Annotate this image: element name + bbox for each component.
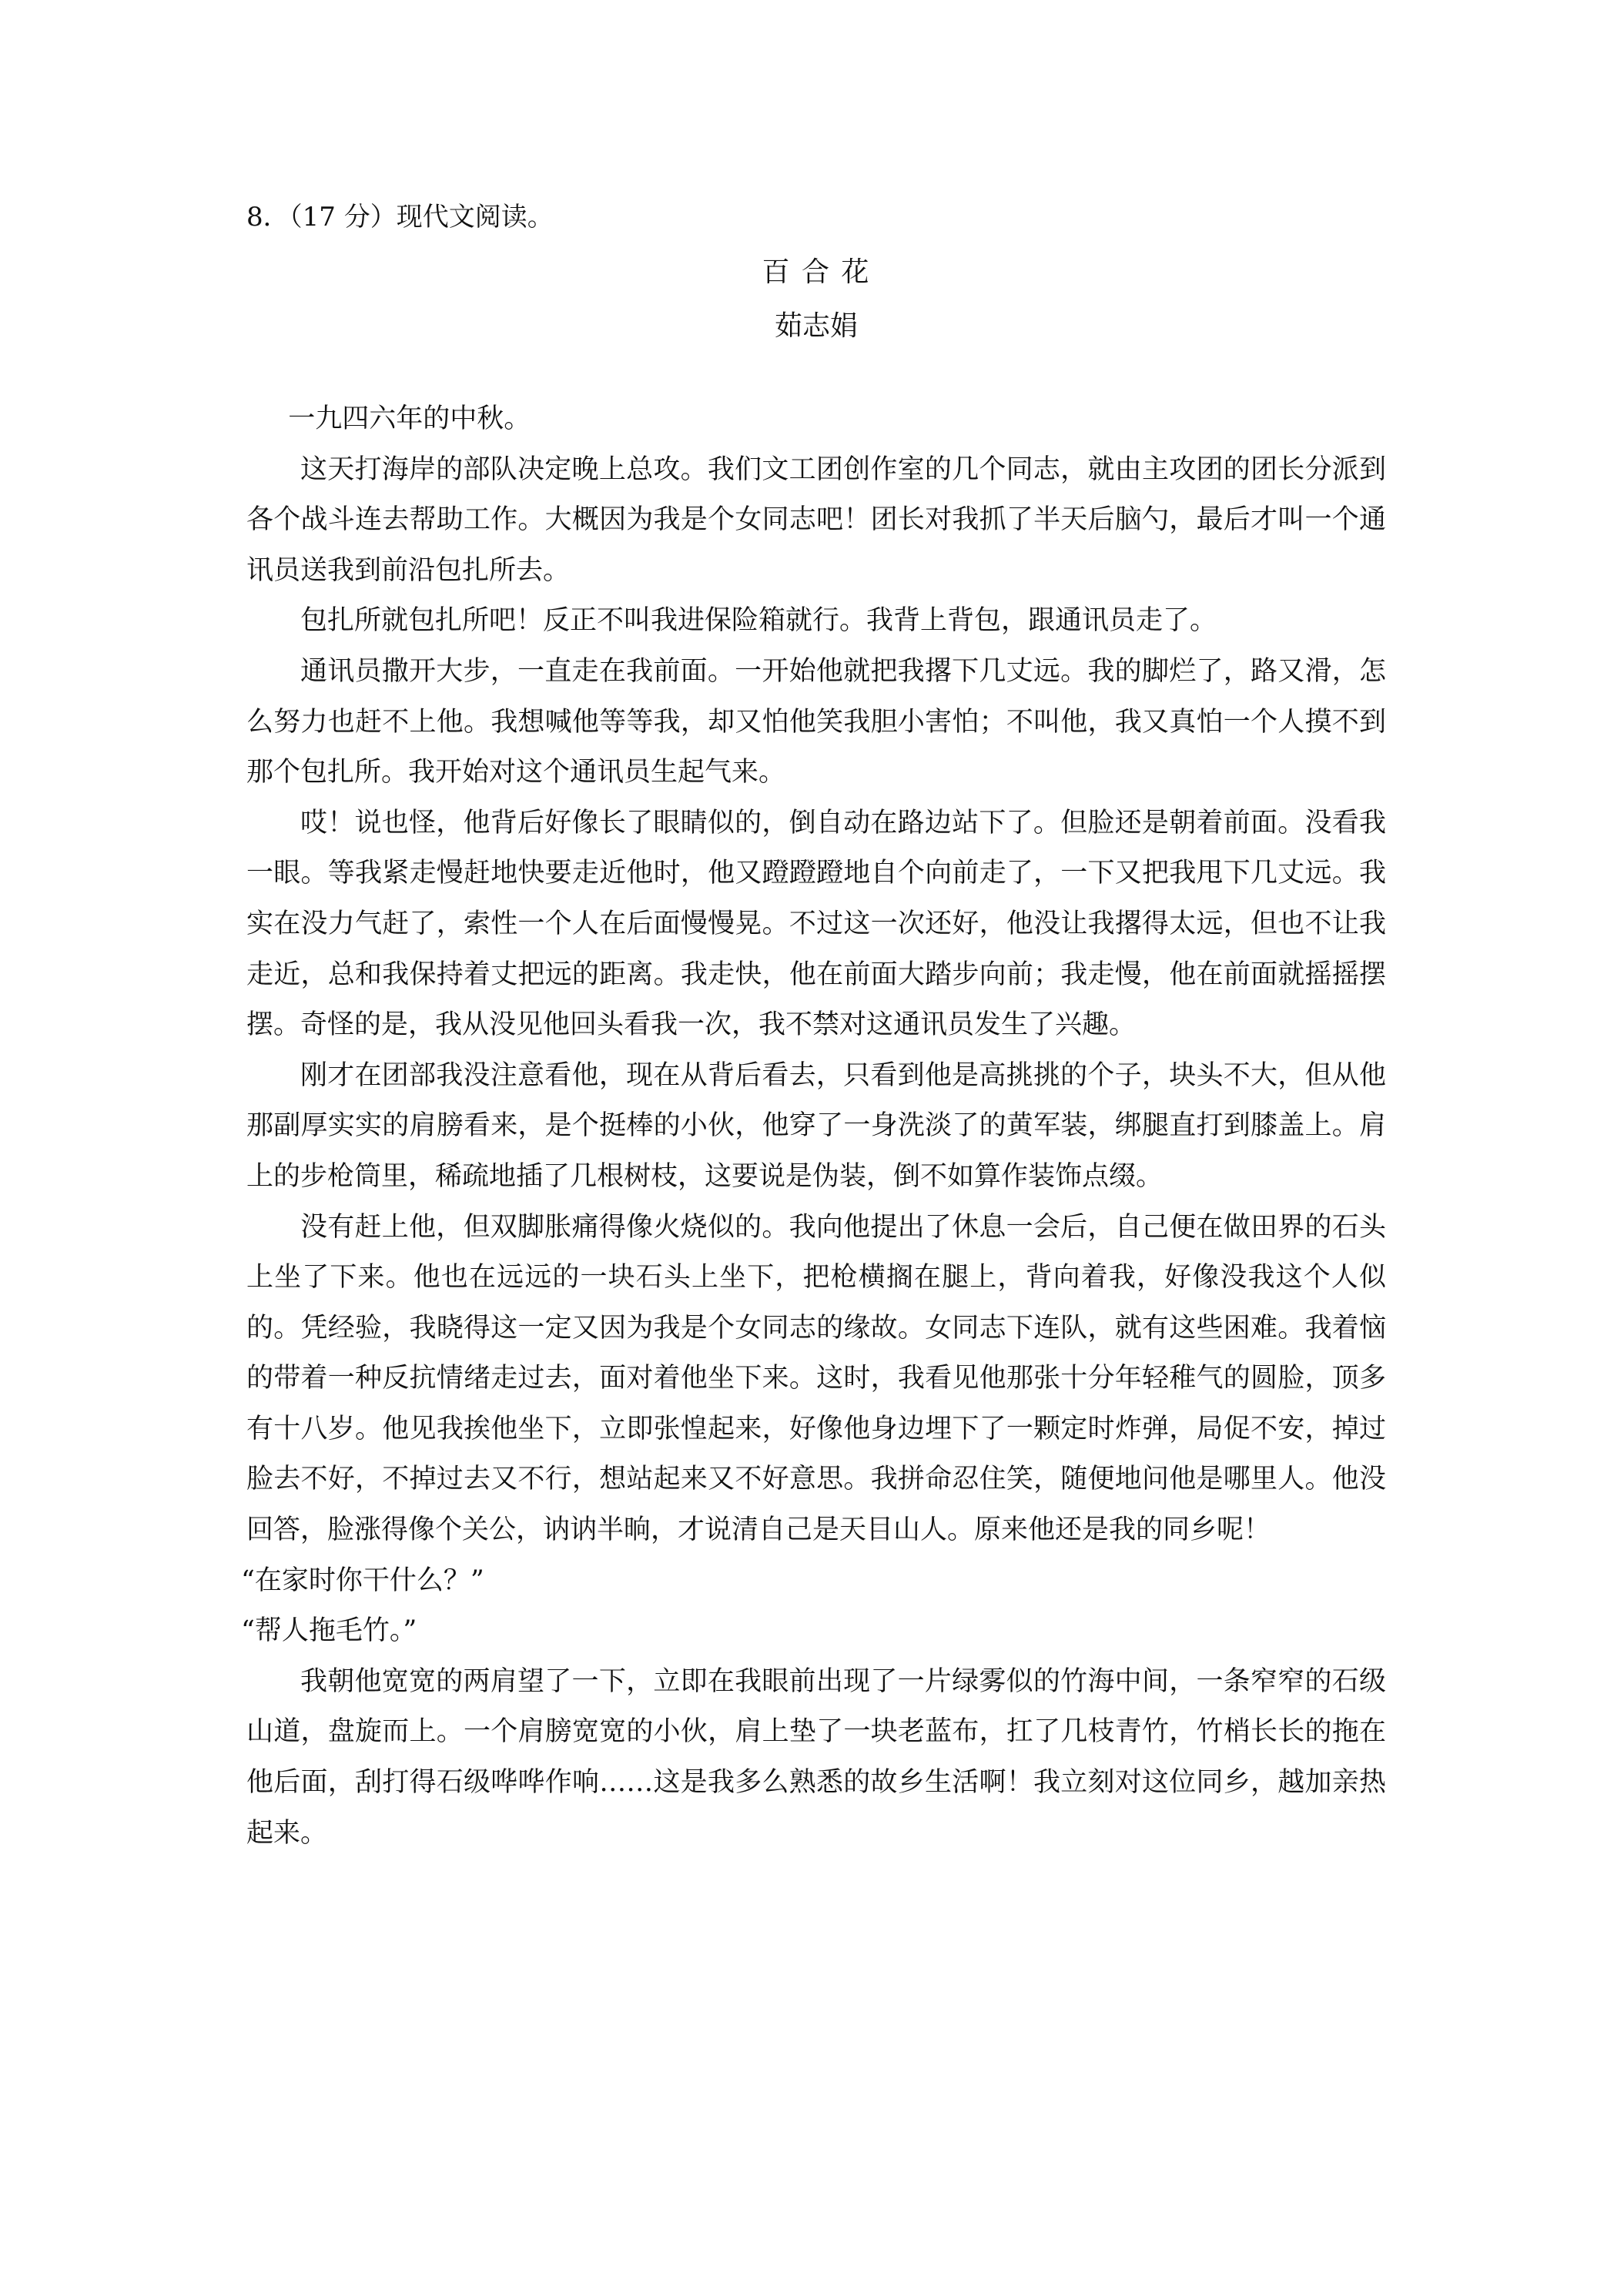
paragraph: 包扎所就包扎所吧！反正不叫我进保险箱就行。我背上背包，跟通讯员走了。: [300, 605, 1217, 637]
dialogue-line: “帮人拖毛竹。”: [241, 1615, 417, 1647]
question-label: 8．（17 分）现代文阅读。: [246, 202, 554, 233]
paragraph: 刚才在团部我没注意看他，现在从背后看去，只看到他是高挑挑的个子，块头不大，但从他那副厚实实的肩膀看来，是个挺棒的小伙，他穿了一身洗淡了的黄军装，绑腿直打到膝盖上。肩上的步枪筒里，稀疏地插了几根树枝，这要说是伪装，倒不如算作装饰点缀。: [246, 1059, 1386, 1192]
paragraph: 通讯员撒开大步，一直走在我前面。一开始他就把我撂下几丈远。我的脚烂了，路又滑，怎么努力也赶不上他。我想喊他等等我，却又怕他笑我胆小害怕；不叫他，我又真怕一个人摸不到那个包扎所。我开始对这个通讯员生起气来。: [246, 655, 1386, 788]
paragraph: 这天打海岸的部队决定晚上总攻。我们文工团创作室的几个同志，就由主攻团的团长分派到各个战斗连去帮助工作。大概因为我是个女同志吧！团长对我抓了半天后脑勺，最后才叫一个通讯员送我到前沿包扎所去。: [246, 454, 1386, 586]
paragraph: 哎！说也怪，他背后好像长了眼睛似的，倒自动在路边站下了。但脸还是朝着前面。没看我一眼。等我紧走慢赶地快要走近他时，他又蹬蹬蹬地自个向前走了，一下又把我甩下几丈远。我实在没力气赶了，索性一个人在后面慢慢晃。不过这一次还好，他没让我撂得太远，但也不让我走近，总和我保持着丈把远的距离。我走快，他在前面大踏步向前；我走慢，他在前面就摇摇摆摆。奇怪的是，我从没见他回头看我一次，我不禁对这通讯员发生了兴趣。: [246, 807, 1386, 1041]
paragraph: 没有赶上他，但双脚胀痛得像火烧似的。我向他提出了休息一会后，自己便在做田界的石头上坐了下来。他也在远远的一块石头上坐下，把枪横搁在腿上，背向着我，好像没我这个人似的。凭经验，我晓得这一定又因为我是个女同志的缘故。女同志下连队，就有这些困难。我着恼的带着一种反抗情绪走过去，面对着他坐下来。这时，我看见他那张十分年轻稚气的圆脸，顶多有十八岁。他见我挨他坐下，立即张惶起来，好像他身边埋下了一颗定时炸弹，局促不安，掉过脸去不好，不掉过去又不行，想站起来又不好意思。我拼命忍住笑，随便地问他是哪里人。他没回答，脸涨得像个关公，讷讷半晌，才说清自己是天目山人。原来他还是我的同乡呢！: [246, 1211, 1386, 1546]
article-title: 百 合 花: [762, 256, 871, 288]
article-author: 茹志娟: [774, 310, 858, 342]
article-body: [241, 394, 1386, 1859]
paragraph: 一九四六年的中秋。: [288, 403, 531, 434]
paragraph: 我朝他宽宽的两肩望了一下，立即在我眼前出现了一片绿雾似的竹海中间，一条窄窄的石级山道，盘旋而上。一个肩膀宽宽的小伙，肩上垫了一块老蓝布，扛了几枝青竹，竹梢长长的拖在他后面，刮打得石级哗哗作响……这是我多么熟悉的故乡生活啊！我立刻对这位同乡，越加亲热起来。: [246, 1665, 1386, 1849]
document-page: [241, 192, 1386, 1859]
dialogue-line: “在家时你干什么？”: [241, 1565, 484, 1596]
